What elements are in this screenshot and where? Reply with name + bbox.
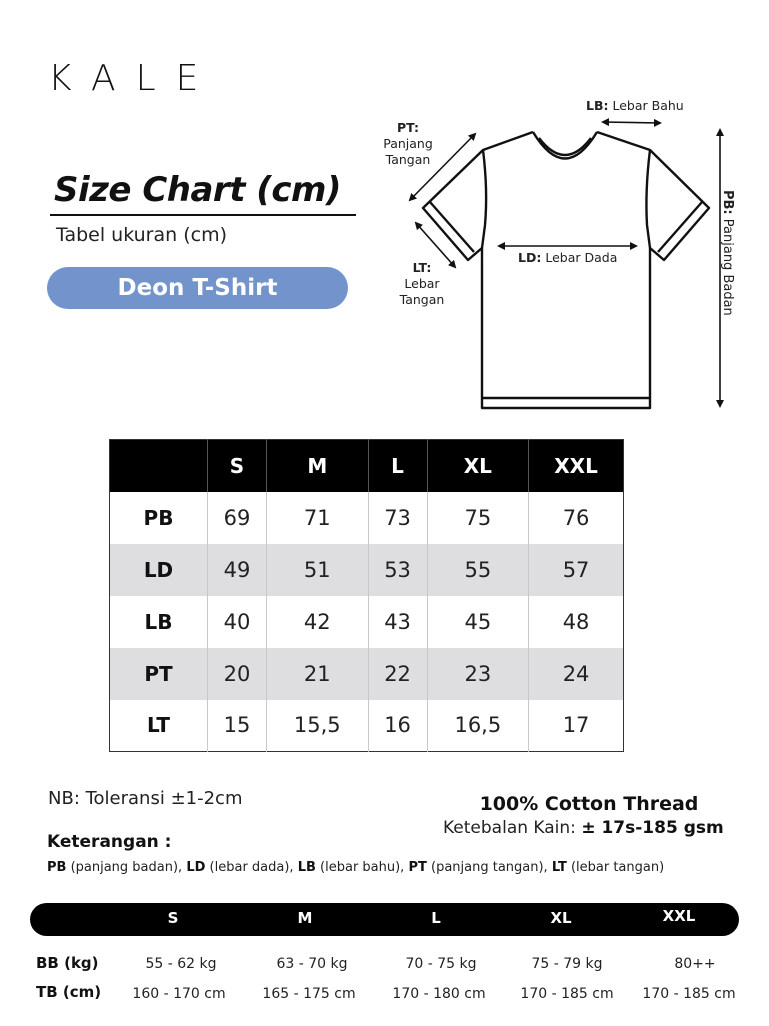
fit-cell: 170 - 185 cm xyxy=(520,986,614,1002)
thickness-label: Ketebalan Kain: xyxy=(443,818,576,838)
fit-cell: 70 - 75 kg xyxy=(405,956,477,972)
table-header-cell xyxy=(110,440,208,492)
fit-size-header: M xyxy=(297,909,313,927)
legend-desc: (lebar bahu), xyxy=(315,860,409,875)
thickness-value: ± 17s-185 gsm xyxy=(581,818,724,838)
table-cell: 17 xyxy=(529,700,624,752)
fit-size-header: S xyxy=(167,909,179,927)
table-cell: 15,5 xyxy=(266,700,368,752)
lt-label xyxy=(390,260,454,308)
table-cell: 43 xyxy=(368,596,427,648)
table-cell: 76 xyxy=(529,492,624,544)
table-cell: 49 xyxy=(208,544,267,596)
fit-cell: 80++ xyxy=(674,956,716,972)
pb-label xyxy=(720,190,735,316)
fit-cell: 170 - 180 cm xyxy=(392,986,486,1002)
row-label: LB xyxy=(144,609,173,634)
legend-text xyxy=(47,860,664,875)
table-cell: 71 xyxy=(266,492,368,544)
legend-desc: (panjang badan), xyxy=(66,860,187,875)
ld-text: Lebar Dada xyxy=(545,250,618,265)
row-label: LD xyxy=(110,544,208,596)
table-header-cell: XL xyxy=(427,440,529,492)
pb-code: PB: xyxy=(720,190,735,215)
table-header-cell: L xyxy=(368,440,427,492)
fabric-thickness xyxy=(443,818,724,838)
legend-code: LB xyxy=(297,860,316,875)
lt-line1: Lebar xyxy=(404,276,440,291)
title-divider xyxy=(50,214,356,216)
table-cell: 42 xyxy=(266,596,368,648)
table-header-cell: S xyxy=(208,440,267,492)
table-cell: 40 xyxy=(208,596,267,648)
size-chart-table xyxy=(109,439,624,752)
table-cell: 55 xyxy=(427,544,529,596)
fit-guide-header-bar xyxy=(30,903,739,936)
page-title: Size Chart (cm) xyxy=(54,170,341,210)
table-cell: 21 xyxy=(266,648,368,700)
pt-code: PT: xyxy=(396,120,419,135)
table-row xyxy=(110,544,624,596)
table-cell: 22 xyxy=(368,648,427,700)
legend-desc: (panjang tangan), xyxy=(426,860,552,875)
lt-line2: Tangan xyxy=(399,292,445,307)
brand-logo: KALE xyxy=(48,58,219,99)
ld-code: LD: xyxy=(518,250,542,265)
table-row xyxy=(110,648,624,700)
tolerance-note: NB: Toleransi ±1-2cm xyxy=(48,788,243,809)
legend-desc: (lebar tangan) xyxy=(566,860,665,875)
ld-label xyxy=(518,250,617,266)
weight-label: BB (kg) xyxy=(36,954,99,972)
table-row xyxy=(110,492,624,544)
lb-label xyxy=(586,98,684,114)
table-cell: 24 xyxy=(529,648,624,700)
fit-cell: 63 - 70 kg xyxy=(276,956,348,972)
product-name: Deon T-Shirt xyxy=(117,275,278,301)
fit-cell: 55 - 62 kg xyxy=(145,956,217,972)
table-cell: 51 xyxy=(266,544,368,596)
table-cell: 45 xyxy=(427,596,529,648)
row-label: PB xyxy=(143,505,174,530)
table-cell: 15 xyxy=(208,700,267,752)
height-label: TB (cm) xyxy=(36,983,102,1001)
fit-size-header: XL xyxy=(550,909,572,927)
table-cell: 23 xyxy=(427,648,529,700)
table-cell: 48 xyxy=(529,596,624,648)
table-row xyxy=(110,700,624,752)
table-header-cell: XXL xyxy=(529,440,624,492)
lb-text: Lebar Bahu xyxy=(612,98,684,113)
legend-code: PT xyxy=(408,860,427,875)
fit-cell: 75 - 79 kg xyxy=(531,956,603,972)
table-cell: 57 xyxy=(529,544,624,596)
table-cell: 75 xyxy=(427,492,529,544)
fit-size-header: L xyxy=(431,909,441,927)
pb-text: Panjang Badan xyxy=(720,218,735,316)
material-note: 100% Cotton Thread xyxy=(479,793,699,815)
product-name-badge xyxy=(47,267,348,309)
pt-line2: Tangan xyxy=(385,152,431,167)
table-cell: 20 xyxy=(208,648,267,700)
lt-code: LT: xyxy=(412,260,432,275)
fit-cell: 165 - 175 cm xyxy=(262,986,356,1002)
legend-code: LD xyxy=(186,860,206,875)
table-header-row xyxy=(110,440,624,492)
row-label: PT xyxy=(110,648,208,700)
table-cell: 16,5 xyxy=(427,700,529,752)
fit-cell: 160 - 170 cm xyxy=(132,986,226,1002)
fit-cell: 170 - 185 cm xyxy=(642,986,736,1002)
table-cell: 73 xyxy=(368,492,427,544)
table-cell: 16 xyxy=(368,700,427,752)
pt-line1: Panjang xyxy=(383,136,433,151)
tshirt-measurement-diagram xyxy=(370,90,769,420)
legend-desc: (lebar dada), xyxy=(205,860,298,875)
table-cell: 53 xyxy=(368,544,427,596)
table-header-cell: M xyxy=(266,440,368,492)
row-label: LT xyxy=(146,713,171,738)
table-row xyxy=(110,596,624,648)
fit-size-header: XXL xyxy=(662,907,696,925)
legend-code: LT xyxy=(551,860,567,875)
table-cell: 69 xyxy=(208,492,267,544)
pt-label xyxy=(376,120,440,168)
lb-code: LB: xyxy=(586,98,609,113)
page-subtitle: Tabel ukuran (cm) xyxy=(56,224,227,246)
legend-code: PB xyxy=(47,860,67,875)
legend-title: Keterangan : xyxy=(47,832,172,852)
